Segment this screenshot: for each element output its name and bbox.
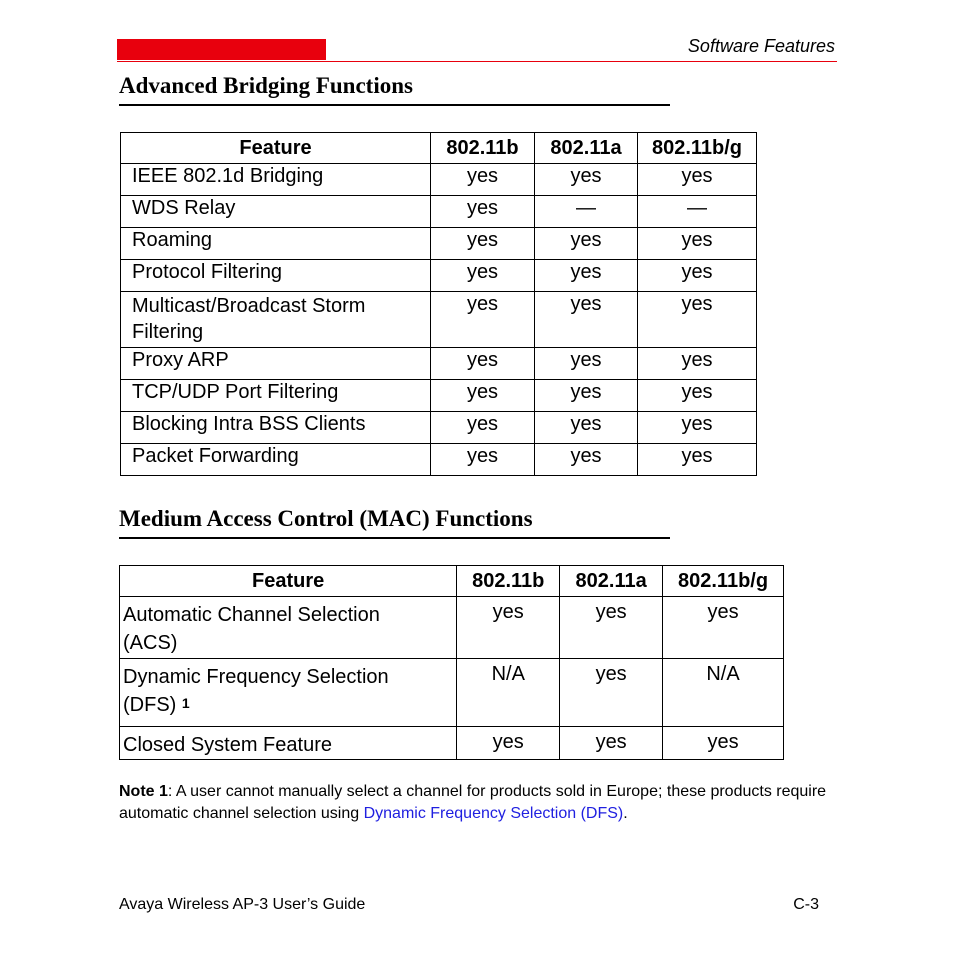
- section-title-bridging: Advanced Bridging Functions: [119, 73, 413, 98]
- value-cell: —: [535, 196, 638, 228]
- value-cell: yes: [560, 659, 663, 727]
- feature-text: Dynamic Frequency Selection (DFS): [123, 666, 389, 716]
- value-cell: yes: [535, 444, 638, 476]
- value-cell: yes: [638, 380, 757, 412]
- header-red-bar: [117, 39, 326, 60]
- section-rule-bridging: [119, 104, 670, 106]
- page-number: C-3: [793, 896, 819, 913]
- value-cell: yes: [431, 196, 535, 228]
- feature-cell: IEEE 802.1d Bridging: [121, 164, 431, 196]
- value-cell: yes: [431, 228, 535, 260]
- col-header-80211bg: 802.11b/g: [638, 133, 757, 164]
- footnote-marker: 1: [181, 695, 190, 711]
- value-cell: yes: [638, 228, 757, 260]
- value-cell: yes: [638, 292, 757, 348]
- value-cell: yes: [431, 412, 535, 444]
- table-row: [120, 597, 784, 659]
- value-cell: yes: [431, 444, 535, 476]
- value-cell: yes: [431, 292, 535, 348]
- feature-cell: Roaming: [121, 228, 431, 260]
- col-header-feature: Feature: [120, 566, 457, 597]
- value-cell: yes: [457, 727, 560, 760]
- table-row: [121, 228, 757, 260]
- col-header-80211b: 802.11b: [431, 133, 535, 164]
- value-cell: yes: [535, 348, 638, 380]
- value-cell: yes: [431, 348, 535, 380]
- value-cell: yes: [535, 412, 638, 444]
- table-row: [121, 348, 757, 380]
- footnote: [119, 781, 859, 825]
- note-text: : A user cannot manually select a channel for products sold in Europe; these products require automatic channel selection using: [119, 783, 827, 822]
- value-cell: N/A: [663, 659, 784, 727]
- feature-cell: TCP/UDP Port Filtering: [121, 380, 431, 412]
- table-row: [121, 260, 757, 292]
- value-cell: yes: [560, 727, 663, 760]
- value-cell: yes: [638, 348, 757, 380]
- bridging-table: [120, 132, 757, 476]
- value-cell: yes: [638, 412, 757, 444]
- value-cell: yes: [431, 260, 535, 292]
- value-cell: yes: [535, 228, 638, 260]
- table-row: [121, 164, 757, 196]
- col-header-80211a: 802.11a: [560, 566, 663, 597]
- feature-cell: Closed System Feature: [120, 727, 457, 760]
- value-cell: yes: [535, 380, 638, 412]
- value-cell: yes: [535, 164, 638, 196]
- table-header-row: [120, 566, 784, 597]
- section-rule-mac: [119, 537, 670, 539]
- running-head: Software Features: [687, 36, 835, 56]
- note-label: Note 1: [119, 783, 168, 800]
- table-row: [120, 727, 784, 760]
- value-cell: yes: [663, 597, 784, 659]
- table-row: [121, 380, 757, 412]
- feature-cell: Proxy ARP: [121, 348, 431, 380]
- value-cell: yes: [560, 597, 663, 659]
- value-cell: yes: [431, 380, 535, 412]
- value-cell: yes: [535, 260, 638, 292]
- footer-title: Avaya Wireless AP-3 User’s Guide: [119, 896, 366, 913]
- value-cell: yes: [457, 597, 560, 659]
- value-cell: yes: [638, 444, 757, 476]
- table-row: [120, 659, 784, 727]
- mac-table: [119, 565, 784, 760]
- col-header-80211b: 802.11b: [457, 566, 560, 597]
- feature-cell: Multicast/Broadcast Storm Filtering: [121, 292, 431, 348]
- feature-cell: Packet Forwarding: [121, 444, 431, 476]
- feature-cell: Automatic Channel Selection (ACS): [120, 597, 457, 659]
- col-header-80211bg: 802.11b/g: [663, 566, 784, 597]
- value-cell: yes: [638, 260, 757, 292]
- value-cell: N/A: [457, 659, 560, 727]
- value-cell: yes: [638, 164, 757, 196]
- note-text-end: .: [623, 805, 628, 822]
- table-header-row: [121, 133, 757, 164]
- col-header-feature: Feature: [121, 133, 431, 164]
- table-row: [121, 196, 757, 228]
- feature-cell: WDS Relay: [121, 196, 431, 228]
- header-rule: [117, 61, 837, 62]
- value-cell: yes: [663, 727, 784, 760]
- value-cell: yes: [535, 292, 638, 348]
- value-cell: yes: [431, 164, 535, 196]
- feature-cell: [120, 659, 457, 727]
- table-row: [121, 412, 757, 444]
- value-cell: —: [638, 196, 757, 228]
- feature-cell: Blocking Intra BSS Clients: [121, 412, 431, 444]
- section-title-mac: Medium Access Control (MAC) Functions: [119, 506, 533, 531]
- table-row: [121, 444, 757, 476]
- col-header-80211a: 802.11a: [535, 133, 638, 164]
- feature-cell: Protocol Filtering: [121, 260, 431, 292]
- dfs-link[interactable]: Dynamic Frequency Selection (DFS): [363, 805, 624, 822]
- table-row: [121, 292, 757, 348]
